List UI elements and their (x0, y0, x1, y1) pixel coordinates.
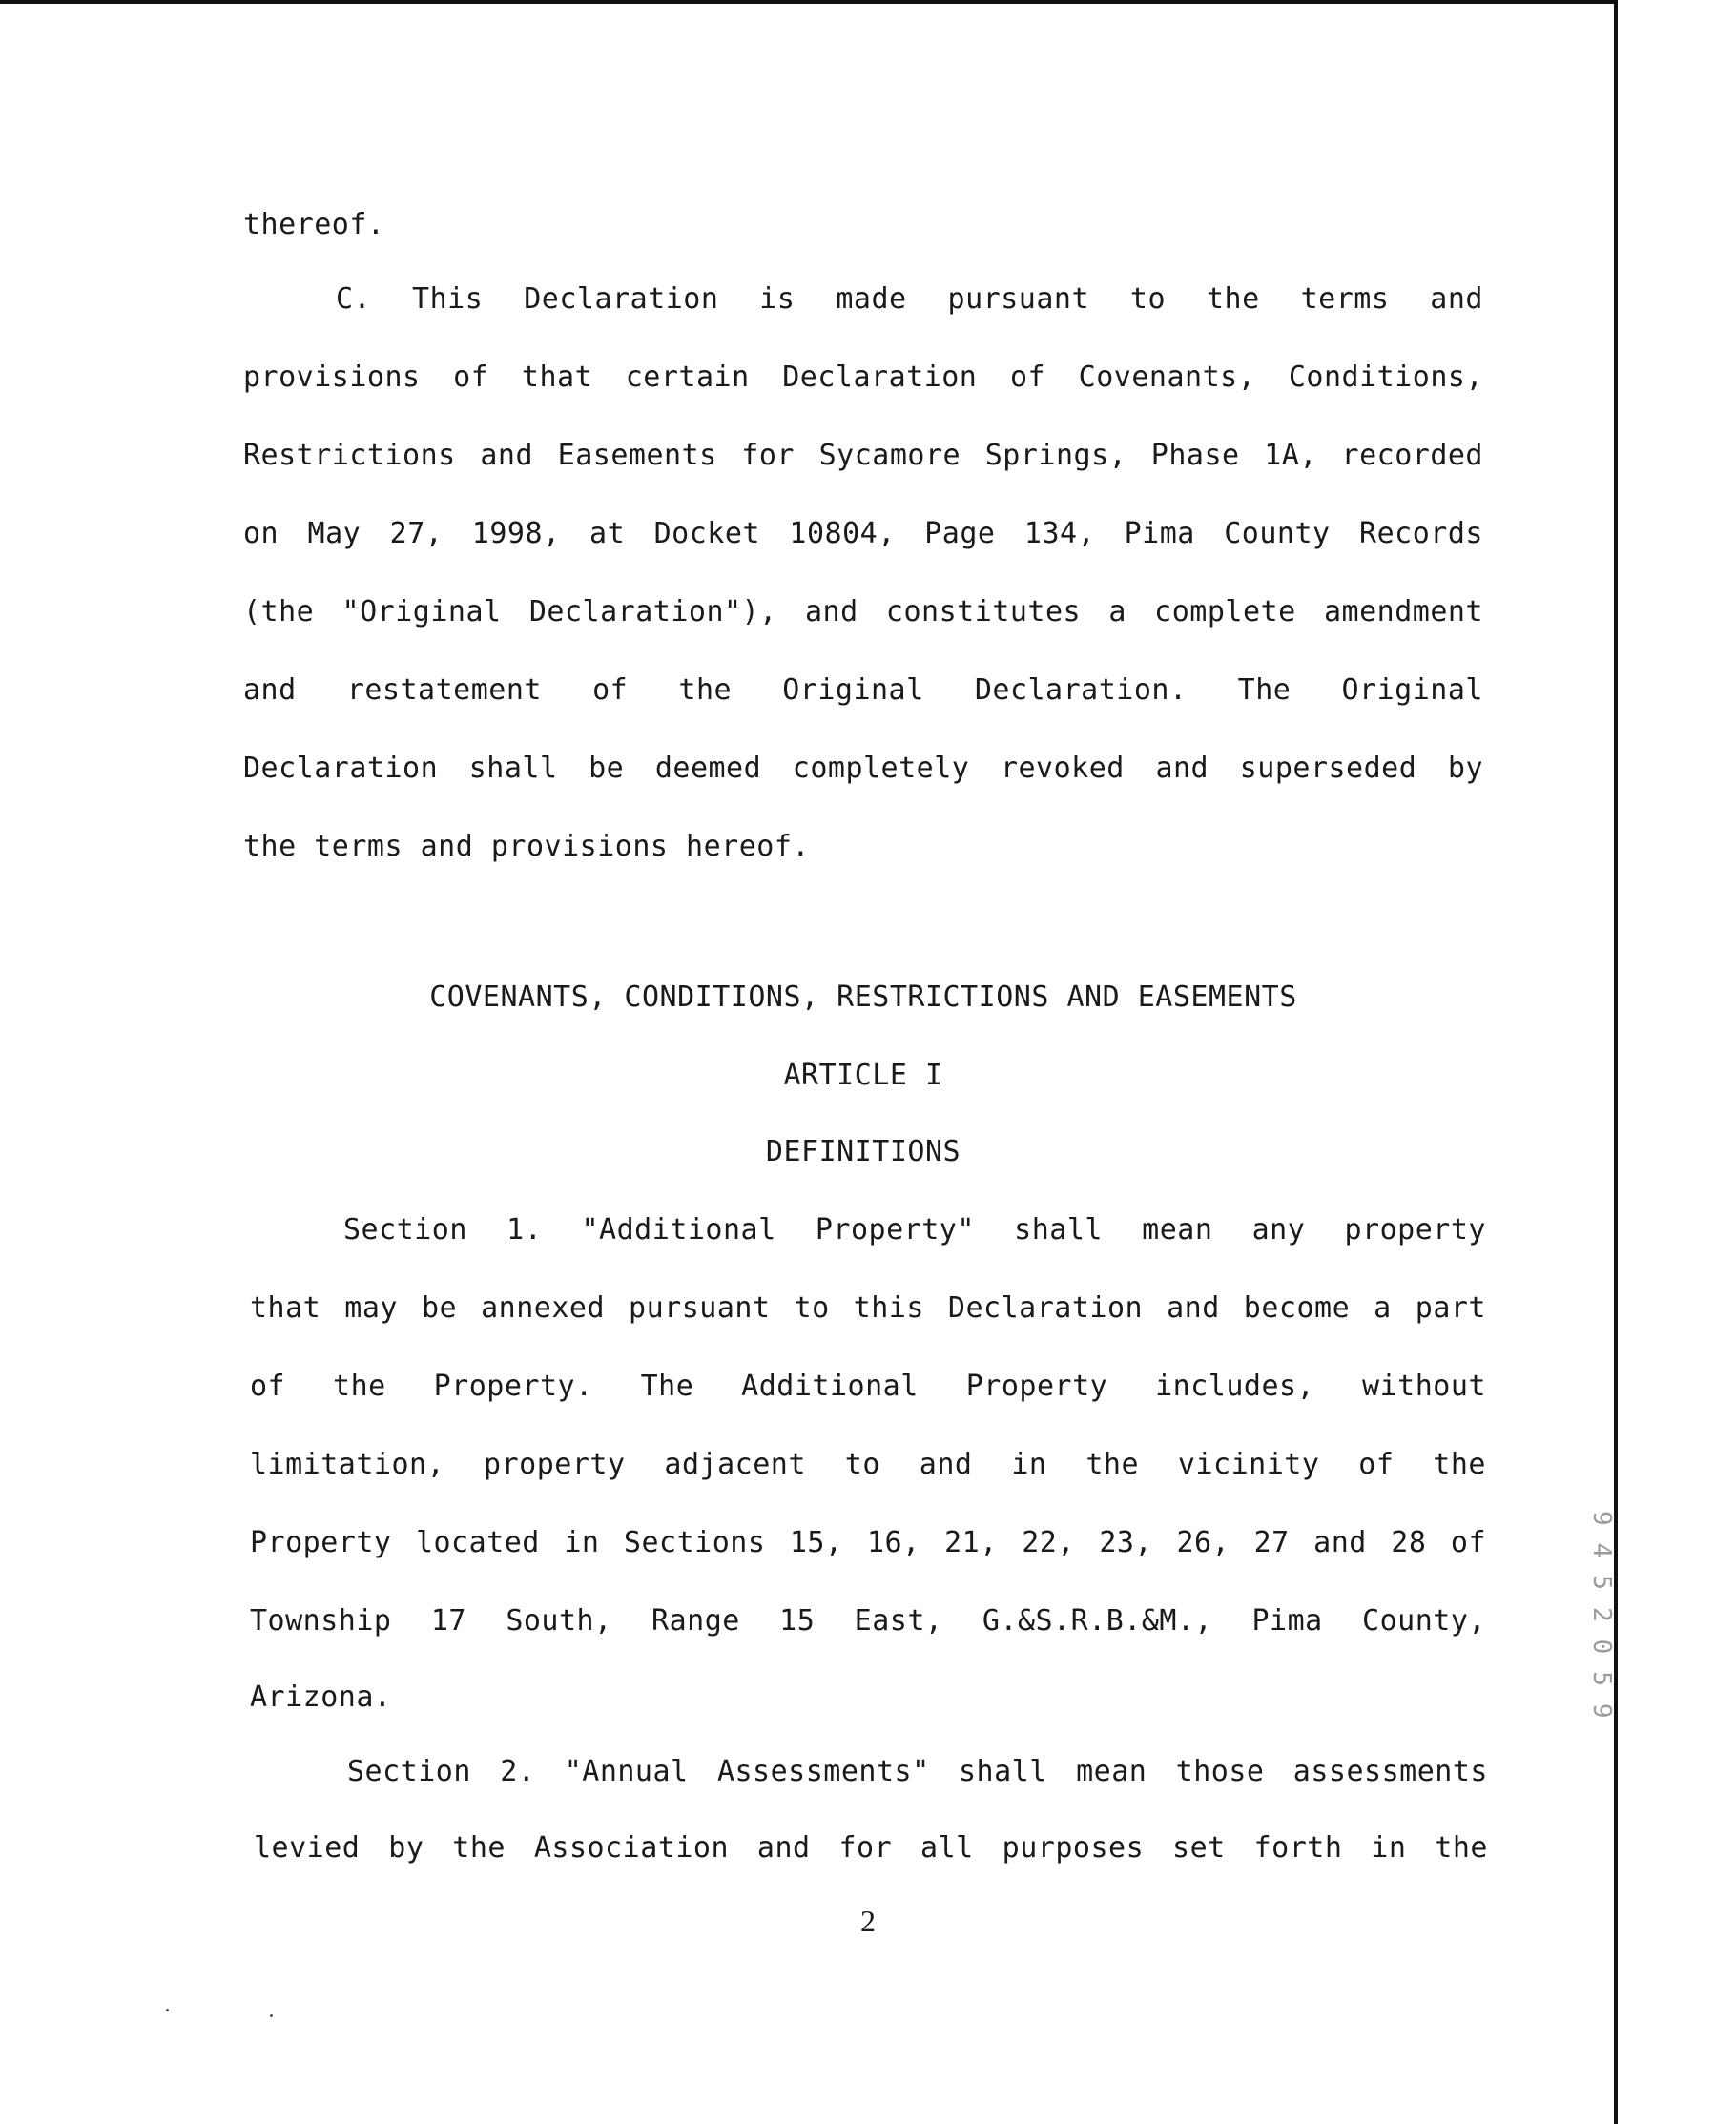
section-1-line-2: that may be annexed pursuant to this Declaration and become a part (250, 1291, 1486, 1325)
paragraph-c-line-1: C. This Declaration is made pursuant to the terms and (336, 282, 1483, 316)
paragraph-c-line-5: (the "Original Declaration"), and constitutes a complete amendment (243, 595, 1483, 629)
paragraph-c-line-6: and restatement of the Original Declaration. The Original (243, 673, 1483, 707)
section-1-line-3: of the Property. The Additional Property includes, without (250, 1370, 1486, 1403)
section-1-line-6: Township 17 South, Range 15 East, G.&S.R.B.&M., Pima County, (250, 1604, 1486, 1638)
paragraph-c-line-4: on May 27, 1998, at Docket 10804, Page 134, Pima County Records (243, 517, 1483, 550)
section-2-line-2: levied by the Association and for all purposes set forth in the (254, 1831, 1488, 1865)
section-1-line-5: Property located in Sections 15, 16, 21, 22, 23, 26, 27 and 28 of (250, 1526, 1486, 1559)
article-number: ARTICLE I (783, 1059, 943, 1092)
section-1-line-4: limitation, property adjacent to and in the vicinity of the (250, 1448, 1486, 1481)
paragraph-c-line-3: Restrictions and Easements for Sycamore Springs, Phase 1A, recorded (243, 439, 1483, 472)
paragraph-c-line-2: provisions of that certain Declaration of Covenants, Conditions, (243, 361, 1483, 394)
section-1-line-1: Section 1. "Additional Property" shall mean any property (343, 1213, 1486, 1247)
margin-stamp: 9452059 (1587, 1511, 1616, 1736)
paragraph-c-line-7: Declaration shall be deemed completely revoked and superseded by (243, 752, 1483, 785)
page-number: 2 (860, 1904, 876, 1938)
section-2-line-1: Section 2. "Annual Assessments" shall mean those assessments (347, 1755, 1488, 1788)
scan-speck (166, 2009, 169, 2011)
paragraph-c-line-8: the terms and provisions hereof. (243, 830, 810, 863)
section-heading: COVENANTS, CONDITIONS, RESTRICTIONS AND EASEMENTS (429, 980, 1297, 1014)
article-title: DEFINITIONS (765, 1135, 961, 1168)
scan-speck (270, 2014, 273, 2017)
section-1-line-7: Arizona. (250, 1681, 392, 1714)
paragraph-b-ending: thereof. (243, 208, 385, 241)
